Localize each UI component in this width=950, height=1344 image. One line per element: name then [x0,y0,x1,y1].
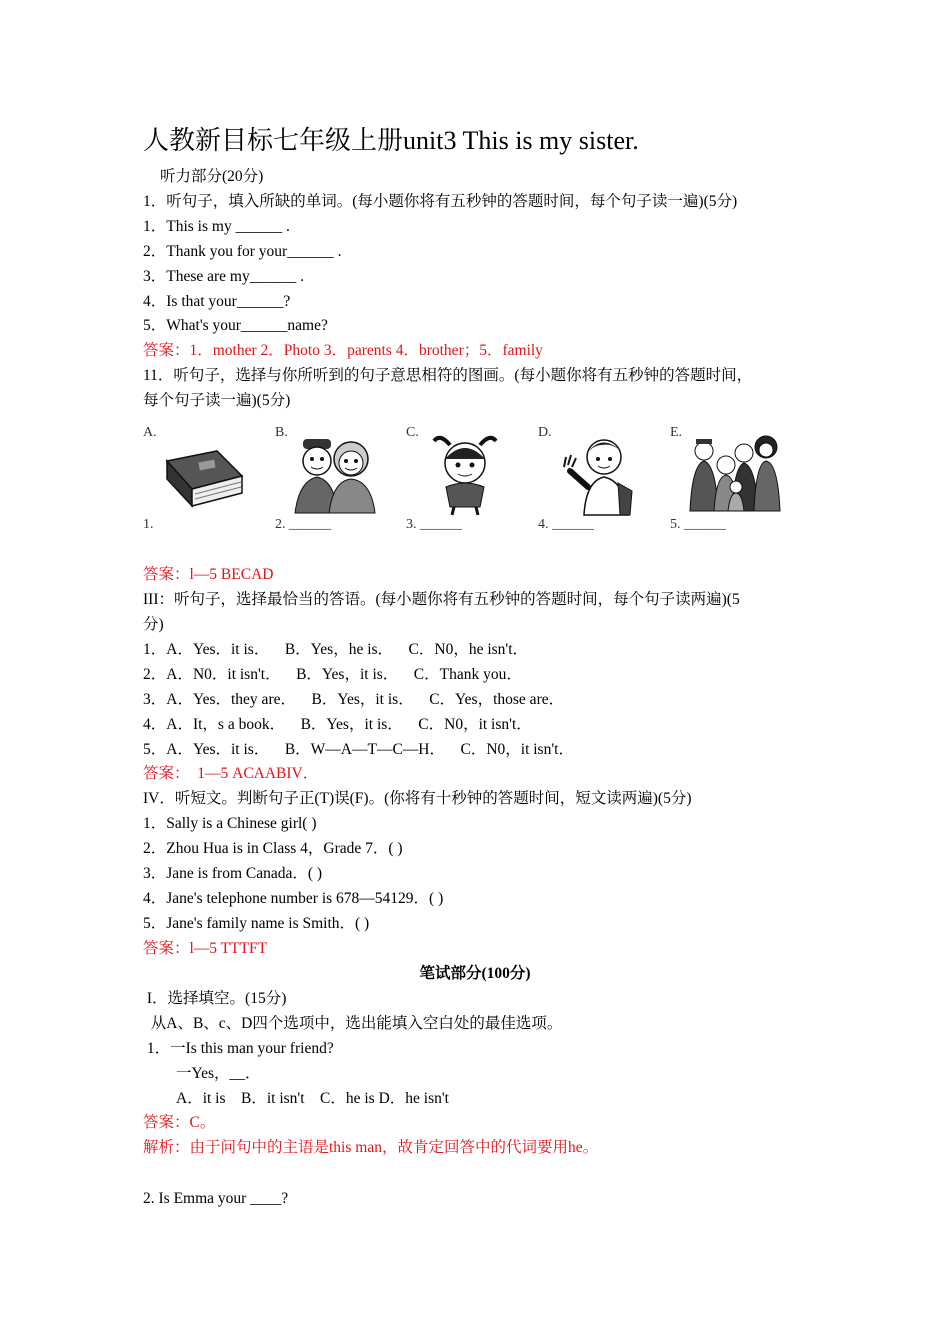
picture-b [275,425,395,540]
picture-letter: A. [143,425,157,440]
written1-instruction: 从A、B、c、D四个选项中，选出能填入空白处的最佳选项。 [143,1015,563,1032]
part4-item: 3．Jane is from Canada．( ) [143,865,323,882]
picture-letter: E. [670,425,683,440]
part4-item: 2．Zhou Hua is in Class 4，Grade 7．( ) [143,840,403,857]
picture-letter: D. [538,425,552,440]
question-1-options: A．it is B．it isn't C．he is D．he isn't [176,1090,449,1107]
part1-item: 2．Thank you for your______ . [143,243,342,260]
grandparents-icon [289,431,379,516]
question-1-answer: 答案：C。 [143,1114,216,1131]
picture-letter: B. [275,425,288,440]
picture-number: 5. ______ [670,517,726,532]
picture-d [538,425,658,540]
picture-number: 1. [143,517,154,532]
question-2: 2. Is Emma your ____? [143,1190,289,1207]
question-1: 1．一Is this man your friend? [143,1040,334,1057]
part2-instruction-cont: 每个句子读一遍)(5分) [143,392,291,409]
listening-header: 听力部分(20分) [160,168,264,185]
part1-item: 1．This is my ______ . [143,218,290,235]
picture-letter: C. [406,425,419,440]
family-icon [684,431,784,516]
part1-instruction: 1．听句子，填入所缺的单词。(每小题你将有五秒钟的答题时间，每个句子读一遍)(5分) [143,193,738,210]
question-1-reply: 一Yes，__． [176,1065,261,1082]
part4-instruction: IV．听短文。判断句子正(T)误(F)。(你将有十秒钟的答题时间，短文读两遍)(5分) [143,790,692,807]
picture-row [143,425,803,545]
part4-answer: 答案：l—5 TTTFT [143,940,268,957]
picture-c [406,425,526,540]
part4-item: 1．Sally is a Chinese girl( ) [143,815,317,832]
part3-item: 3．A．Yes．they are． B．Yes，it is． C．Yes，those are． [143,691,565,708]
picture-number: 4. ______ [538,517,594,532]
part3-item: 5．A．Yes．it is． B．W—A—T—C—H． C．N0，it isn't． [143,741,574,758]
part3-instruction-cont: 分) [143,616,164,633]
part1-item: 3．These are my______ . [143,268,304,285]
picture-a [143,425,263,540]
part3-answer: 答案： 1—5 ACAABIV． [143,765,319,782]
part3-item: 4．A．It，s a book． B．Yes，it is． C．N0，it isn't． [143,716,532,733]
part3-instruction: III：听句子，选择最恰当的答语。(每小题你将有五秒钟的答题时间，每个句子读两遍)(5 [143,591,740,608]
part2-instruction: 11．听句子，选择与你所听到的句子意思相符的图画。(每小题你将有五秒钟的答题时间， [143,367,753,384]
part4-item: 4．Jane's telephone number is 678—54129．( ) [143,890,444,907]
book-icon [157,431,247,516]
waving-boy-icon [552,431,642,516]
part1-item: 5．What's your______name? [143,317,328,334]
picture-number: 3. ______ [406,517,462,532]
picture-number: 2. ______ [275,517,331,532]
question-1-analysis: 解析：由于问句中的主语是this man，故肯定回答中的代词要用he。 [143,1139,599,1156]
part1-item: 4．Is that your______? [143,293,291,310]
written-header: 笔试部分(100分) [419,965,531,982]
part4-item: 5．Jane's family name is Smith．( ) [143,915,370,932]
written1-heading: I．选择填空。(15分) [143,990,287,1007]
part2-answer: 答案：l—5 BECAD [143,566,274,583]
part3-item: 1．A．Yes．it is． B．Yes，he is． C．N0，he isn't． [143,641,529,658]
page-title: 人教新目标七年级上册unit3 This is my sister. [143,126,639,155]
part3-item: 2．A．N0．it isn't． B．Yes，it is． C．Thank you． [143,666,522,683]
picture-e [670,425,790,540]
part1-answer: 答案：1．mother 2．Photo 3．parents 4．brother；5．family [143,342,543,359]
girl-icon [420,431,510,516]
